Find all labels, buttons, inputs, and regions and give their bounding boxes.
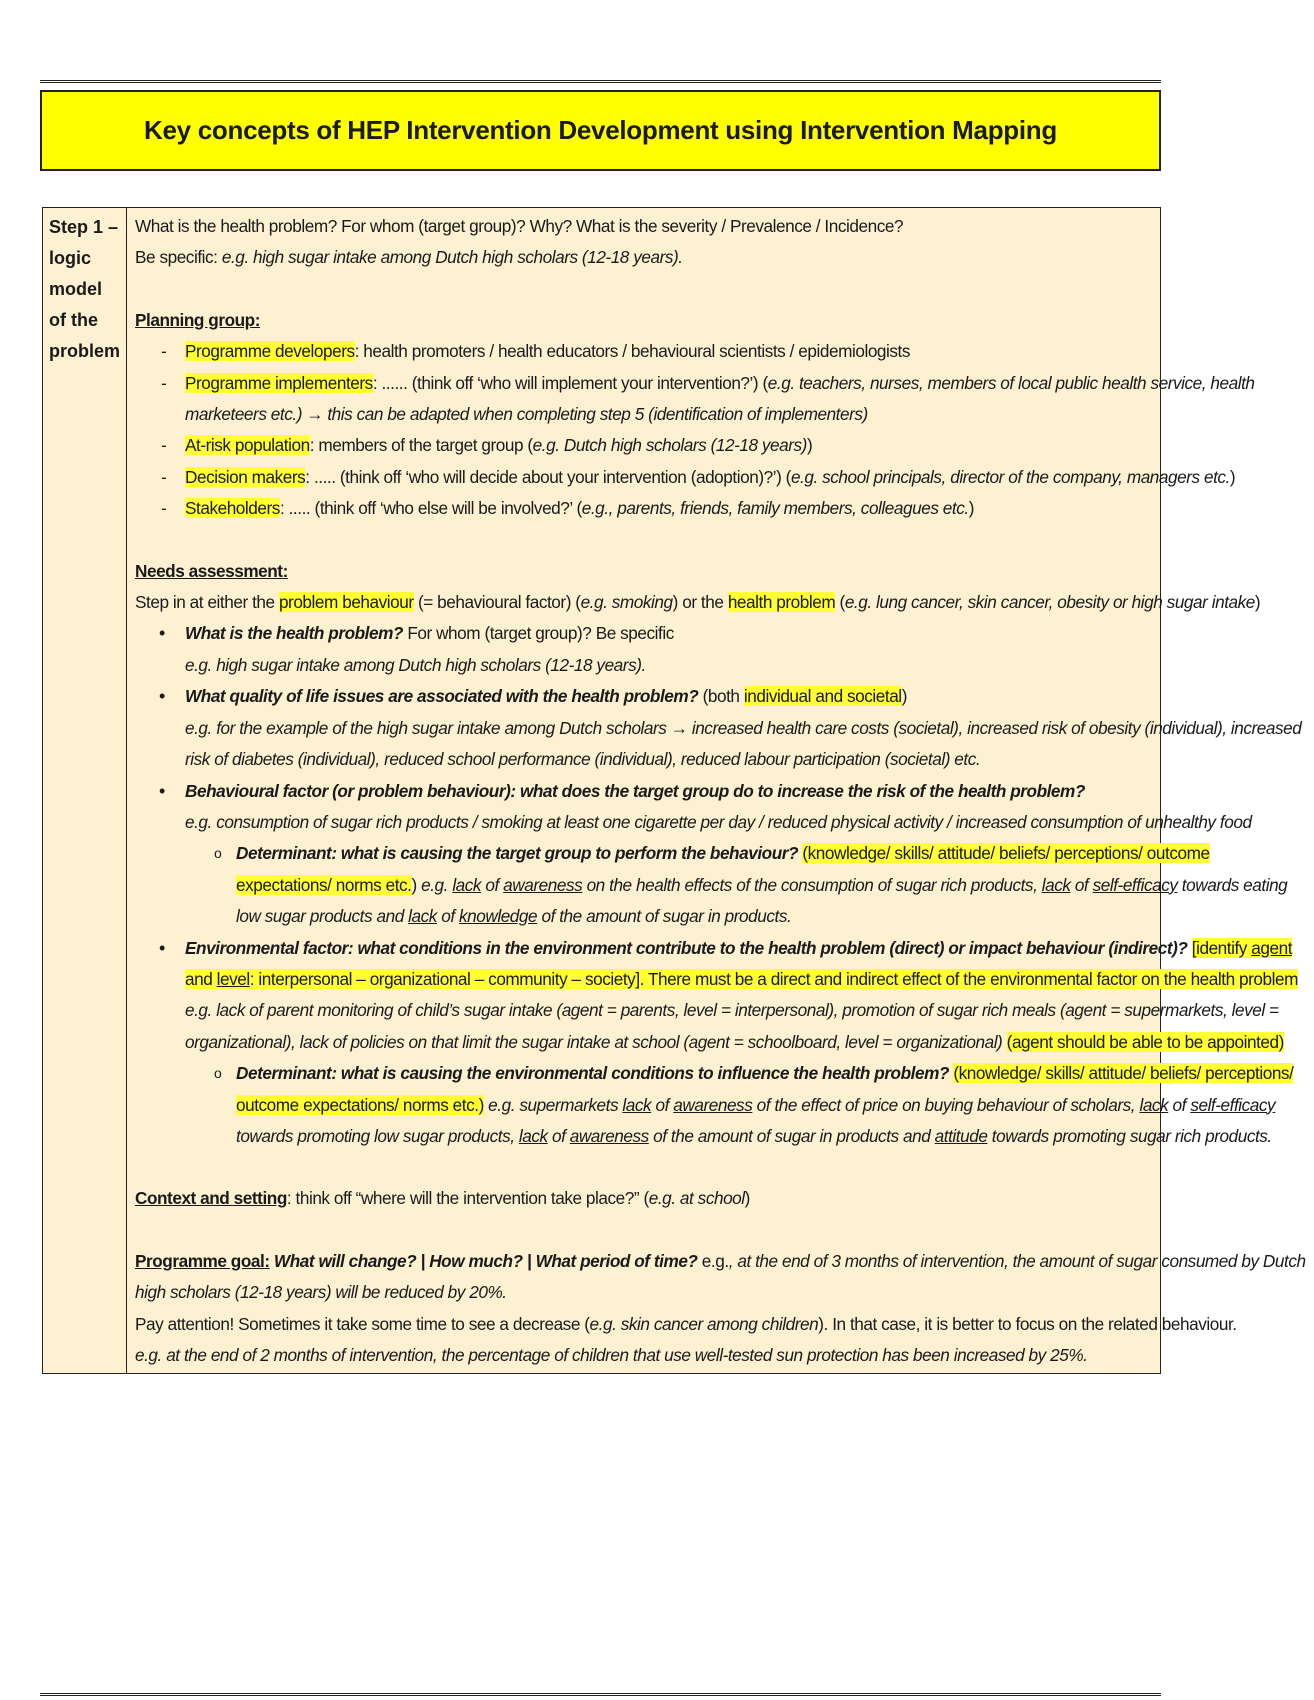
list-item: - At-risk population: members of the target group (e.g. Dutch high scholars (12-18 years)) xyxy=(135,430,1306,461)
planning-heading: Planning group: xyxy=(135,309,261,330)
step-in-line: Step in at either the problem behaviour (= behavioural factor) (e.g. smoking) or the health problem (e.g. lung cancer, skin cancer, obesity or high sugar intake) xyxy=(135,592,1261,613)
intro-line-2: Be specific: e.g. high sugar intake among Dutch high scholars (12-18 years). xyxy=(135,247,683,268)
goal-line-4: e.g. at the end of 2 months of intervention, the percentage of children that use well-tested sun protection has been increased by 25%. xyxy=(135,1345,1088,1365)
context-line: Context and setting: think off “where will the intervention take place?” (e.g. at school) xyxy=(135,1188,750,1209)
list-item: • What is the health problem? For whom (target group)? Be specific e.g. high sugar intake among Dutch high scholars (12-18 years). xyxy=(135,618,1306,681)
top-rule xyxy=(40,80,1161,83)
list-item: • Environmental factor: what conditions in the environment contribute to the health problem (direct) or impact behaviour (indirect)? [identify agent and level: interpersonal – organizational – community – society]. There must be a direct and indirect effect of the environmental factor on the health problem e.g. lack of parent monitoring of child’s sugar intake (agent = parents, level = interpersonal), promotion of sugar rich meals (agent = supermarkets, level = organizational), lack of policies on that limit the sugar intake at school (agent = schoolboard, level = organizational) (agent should be able to be appointed) xyxy=(135,933,1306,1059)
list-item: - Stakeholders: ..... (think off ‘who else will be involved?’ (e.g., parents, friends, family members, colleagues etc.) xyxy=(135,493,1306,524)
intro-line-1: What is the health problem? For whom (target group)? Why? What is the severity / Prevalence / Incidence? xyxy=(135,216,904,236)
list-item: o Determinant: what is causing the target group to perform the behaviour? (knowledge/ skills/ attitude/ beliefs/ perceptions/ outcome expectations/ norms etc.) e.g. lack of awareness on the health effects of the consumption of sugar rich products, lack of self-efficacy towards eating low sugar products and lack of knowledge of the amount of sugar in products. xyxy=(135,838,1306,932)
step-content xyxy=(127,208,1314,1373)
needs-list-env xyxy=(135,933,1306,1059)
page-title: Key concepts of HEP Intervention Development using Intervention Mapping xyxy=(144,115,1057,145)
goal-line-1: Programme goal: What will change? | How much? | What period of time? e.g., at the end of 3 months of intervention, the amount of sugar consumed by Dutch xyxy=(135,1250,1306,1271)
needs-heading: Needs assessment: xyxy=(135,560,288,581)
step-table xyxy=(42,207,1306,1374)
list-item: - Programme implementers: ...... (think off ‘who will implement your intervention?’) (e.g. teachers, nurses, members of local public health service, health marketeers etc.) → this can be adapted when completing step 5 (identification of implementers) xyxy=(135,368,1306,431)
goal-line-3: Pay attention! Sometimes it take some time to see a decrease (e.g. skin cancer among children). In that case, it is better to focus on the related behaviour. xyxy=(135,1313,1237,1334)
determinant-list-1 xyxy=(135,838,1306,932)
goal-line-2: high scholars (12-18 years) will be reduced by 20%. xyxy=(135,1282,507,1303)
needs-list xyxy=(135,618,1306,838)
step-label: Step 1 – logic model of the problem xyxy=(43,208,127,1373)
title-banner xyxy=(40,90,1161,171)
planning-list xyxy=(135,336,1306,524)
list-item: - Programme developers: health promoters / health educators / behavioural scientists / epidemiologists xyxy=(135,336,1306,367)
list-item: o Determinant: what is causing the environmental conditions to influence the health problem? (knowledge/ skills/ attitude/ beliefs/ perceptions/ outcome expectations/ norms etc.) e.g. supermarkets lack of awareness of the effect of price on buying behaviour of scholars, lack of self-efficacy towards promoting low sugar products, lack of awareness of the amount of sugar in products and attitude towards promoting sugar rich products. xyxy=(135,1058,1306,1152)
list-item: - Decision makers: ..... (think off ‘who will decide about your intervention (adoption)?’) (e.g. school principals, director of the company, managers etc.) xyxy=(135,462,1306,493)
list-item: • Behavioural factor (or problem behaviour): what does the target group do to increase the risk of the health problem? e.g. consumption of sugar rich products / smoking at least one cigarette per day / reduced physical activity / increased consumption of unhealthy food xyxy=(135,776,1306,839)
bottom-rule xyxy=(40,1693,1161,1696)
determinant-list-2 xyxy=(135,1058,1306,1152)
list-item: • What quality of life issues are associated with the health problem? (both individual and societal) e.g. for the example of the high sugar intake among Dutch scholars → increased health care costs (societal), increased risk of obesity (individual), increased risk of diabetes (individual), reduced school performance (individual), reduced labour participation (societal) etc. xyxy=(135,681,1306,775)
